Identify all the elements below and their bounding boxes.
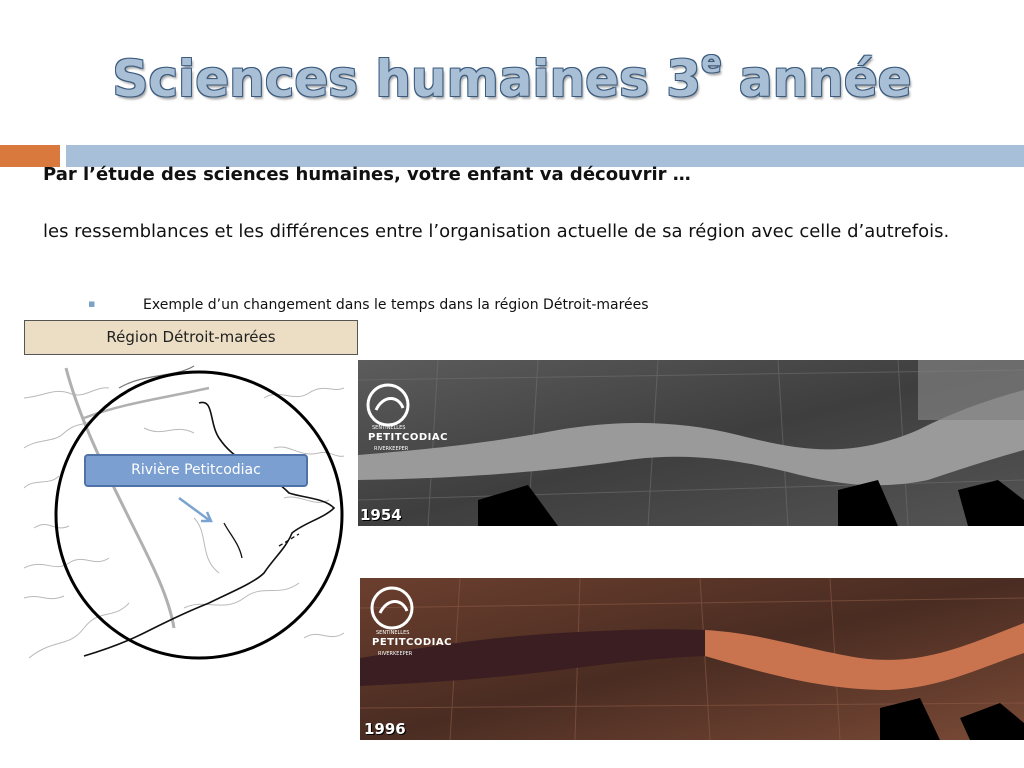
region-label: Région Détroit-marées bbox=[24, 320, 358, 355]
logo-top-1996: SENTINELLES bbox=[376, 630, 410, 636]
region-map bbox=[24, 358, 344, 664]
intro-heading: Par l’étude des sciences humaines, votre enfant va découvrir … bbox=[43, 164, 691, 185]
aerial-photo-1996 bbox=[360, 578, 1024, 740]
year-label-1996: 1996 bbox=[364, 720, 406, 738]
body-paragraph: les ressemblances et les différences entre l’organisation actuelle de sa région avec celle d’autrefois. bbox=[43, 221, 950, 242]
aerial-photo-1954 bbox=[358, 360, 1024, 526]
river-callout: Rivière Petitcodiac bbox=[84, 454, 308, 487]
title-main: Sciences humaines 3 bbox=[112, 50, 702, 108]
logo-name-1954: PETITCODIAC bbox=[368, 432, 448, 443]
logo-bottom-1996: RIVERKEEPER bbox=[378, 651, 413, 657]
title-end: année bbox=[721, 50, 912, 108]
title-superscript: e bbox=[701, 45, 722, 81]
year-label-1954: 1954 bbox=[360, 506, 402, 524]
slide-title bbox=[0, 45, 1024, 108]
logo-name-1996: PETITCODIAC bbox=[372, 637, 452, 648]
example-bullet-text: Exemple d’un changement dans le temps dans la région Détroit-marées bbox=[143, 297, 649, 313]
logo-bottom-1954: RIVERKEEPER bbox=[374, 446, 409, 452]
bullet-marker: ▪ bbox=[88, 297, 96, 310]
logo-top-1954: SENTINELLES bbox=[372, 425, 406, 431]
